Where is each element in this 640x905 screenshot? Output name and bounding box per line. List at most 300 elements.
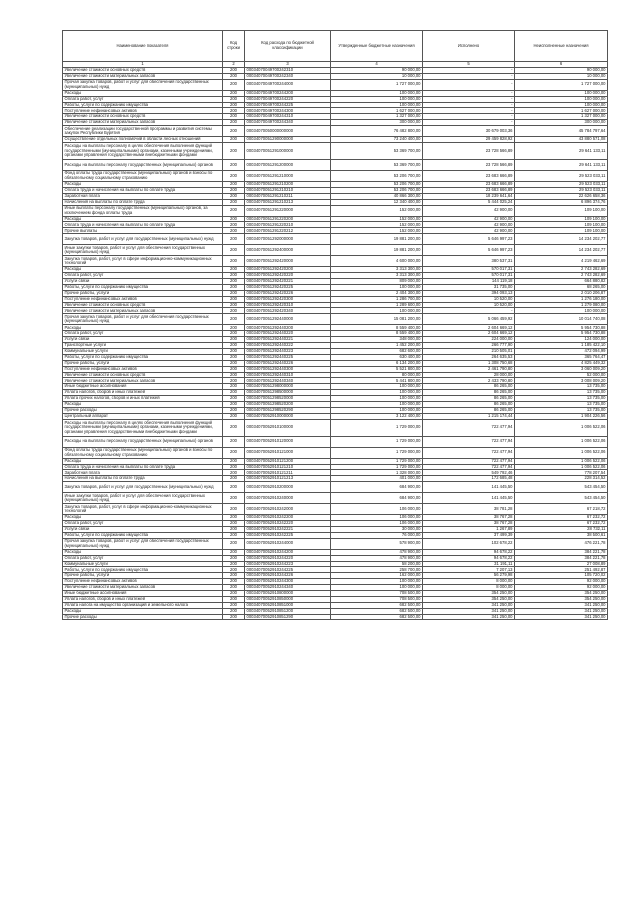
indicator-name-cell: Услуги связи [63, 526, 223, 532]
line-code-cell: 200 [223, 120, 245, 126]
table-row [63, 256, 608, 267]
budget-code-cell: 00034070051292000000 [245, 234, 331, 245]
line-code-cell: 200 [223, 114, 245, 120]
approved-amount-cell: 630 400,00 [331, 354, 423, 360]
line-code-cell: 200 [223, 504, 245, 515]
line-code-cell: 200 [223, 538, 245, 549]
approved-amount-cell: 100 000,00 [331, 284, 423, 290]
unexecuted-amount-cell: 4 825 449,32 [515, 360, 608, 366]
budget-code-cell: 00034070049700242340 [245, 73, 331, 79]
budget-code-cell: 00034070052910240000 [245, 493, 331, 504]
executed-amount-cell: 266 777,90 [423, 343, 515, 349]
executed-amount-cell: 38 781,28 [423, 504, 515, 515]
approved-amount-cell: 1 328 000,00 [331, 470, 423, 476]
executed-amount-cell: 5 066 459,92 [423, 314, 515, 325]
indicator-name-cell: Оплата работ, услуг [63, 555, 223, 561]
budget-code-cell: 00034070051291220210 [245, 222, 331, 228]
executed-amount-cell: 5 444 025,24 [423, 199, 515, 205]
executed-amount-cell: 102 678,22 [423, 538, 515, 549]
line-code-cell: 200 [223, 337, 245, 343]
indicator-name-cell: Увеличение стоимости основных средств [63, 114, 223, 120]
unexecuted-amount-cell: 10 000,00 [515, 73, 608, 79]
budget-code-cell: 00034070051292440226 [245, 360, 331, 366]
indicator-name-cell: Увеличение стоимости материальных запасов [63, 120, 223, 126]
budget-code-cell: 00034070051291220212 [245, 228, 331, 234]
table-row [63, 143, 608, 160]
line-code-cell: 200 [223, 234, 245, 245]
indicator-name-cell: Иные выплаты персоналу государственных (муниципальных) органов, за исключением фонда оплаты труда [63, 205, 223, 216]
line-code-cell: 200 [223, 561, 245, 567]
budget-code-cell: 00034070051291210211 [245, 193, 331, 199]
approved-amount-cell: 1 729 000,00 [331, 464, 423, 470]
unexecuted-amount-cell: 14 234 202,77 [515, 245, 608, 256]
budget-code-cell: 00034070052910121200 [245, 458, 331, 464]
indicator-name-cell: Увеличение стоимости материальных запасов [63, 378, 223, 384]
budget-code-cell: 00034070049700242310 [245, 68, 331, 74]
indicator-name-cell: Услуги связи [63, 337, 223, 343]
table-row [63, 245, 608, 256]
indicator-name-cell: Поступление нефинансовых активов [63, 579, 223, 585]
executed-amount-cell: 23 683 666,89 [423, 187, 515, 193]
indicator-name-cell: Оплата работ, услуг [63, 96, 223, 102]
executed-amount-cell: 210 505,01 [423, 348, 515, 354]
line-code-cell: 200 [223, 384, 245, 390]
unexecuted-amount-cell: 365 764,47 [515, 354, 608, 360]
executed-amount-cell: - [423, 120, 515, 126]
unexecuted-amount-cell: 38 500,61 [515, 532, 608, 538]
line-code-cell: 200 [223, 216, 245, 222]
unexecuted-amount-cell: 778 207,54 [515, 470, 608, 476]
indicator-name-cell: Обеспечение реализации государственной программы и развития системы закупок Республики Бурятия [63, 126, 223, 137]
unexecuted-amount-cell: 300 000,00 [515, 120, 608, 126]
indicator-name-cell: Расходы [63, 90, 223, 96]
unexecuted-amount-cell: 1 006 522,06 [515, 419, 608, 436]
indicator-name-cell: Оплата труда и начисления на выплаты по оплате труда [63, 464, 223, 470]
line-code-cell: 200 [223, 108, 245, 114]
indicator-name-cell: Поступление нефинансовых активов [63, 296, 223, 302]
unexecuted-amount-cell: 472 094,99 [515, 348, 608, 354]
indicator-name-cell: Закупка товаров, работ и услуг для государственных (муниципальных) нужд [63, 482, 223, 493]
unexecuted-amount-cell: 251 492,87 [515, 567, 608, 573]
executed-amount-cell: 2 604 669,12 [423, 331, 515, 337]
line-code-cell: 200 [223, 470, 245, 476]
indicator-name-cell: Транспортные услуги [63, 343, 223, 349]
indicator-name-cell: Прочая закупка товаров, работ и услуг для обеспечения государственных (муниципальных) нужд [63, 79, 223, 90]
line-code-cell: 200 [223, 314, 245, 325]
approved-amount-cell: 348 000,00 [331, 337, 423, 343]
line-code-cell: 200 [223, 256, 245, 267]
approved-amount-cell: 5 521 800,00 [331, 366, 423, 372]
unexecuted-amount-cell: 13 735,00 [515, 401, 608, 407]
unexecuted-amount-cell: 29 641 133,11 [515, 143, 608, 160]
table-row [63, 493, 608, 504]
table-row [63, 314, 608, 325]
header-indicator-name: Наименование показателя [63, 31, 223, 62]
budget-code-cell: 00034070051291210000 [245, 171, 331, 182]
executed-amount-cell: 86 265,00 [423, 396, 515, 402]
line-code-cell: 200 [223, 493, 245, 504]
budget-code-cell: 00034070051291220000 [245, 205, 331, 216]
approved-amount-cell: 53 206 700,00 [331, 171, 423, 182]
indicator-name-cell: Увеличение стоимости основных средств [63, 302, 223, 308]
executed-amount-cell: 42 900,00 [423, 216, 515, 222]
executed-amount-cell: 5 646 997,23 [423, 245, 515, 256]
executed-amount-cell: 549 792,46 [423, 470, 515, 476]
indicator-name-cell: Иные бюджетные ассигнования [63, 384, 223, 390]
unexecuted-amount-cell: 92 000,00 [515, 585, 608, 591]
approved-amount-cell: 106 000,00 [331, 504, 423, 515]
budget-code-cell: 00034070052910244226 [245, 573, 331, 579]
approved-amount-cell: 100 000,00 [331, 96, 423, 102]
unexecuted-amount-cell: 29 641 133,11 [515, 160, 608, 171]
unexecuted-amount-cell: 1 904 226,56 [515, 413, 608, 419]
executed-amount-cell: 2 604 669,12 [423, 325, 515, 331]
executed-amount-cell: 42 900,00 [423, 205, 515, 216]
indicator-name-cell: Центральный аппарат [63, 413, 223, 419]
budget-code-cell: 00034070052910100000 [245, 419, 331, 436]
executed-amount-cell: 23 728 566,89 [423, 143, 515, 160]
unexecuted-amount-cell: 1 185 422,10 [515, 343, 608, 349]
line-code-cell: 200 [223, 579, 245, 585]
table-body [63, 68, 608, 620]
unexecuted-amount-cell: 354 250,00 [515, 590, 608, 596]
table-row [63, 171, 608, 182]
table-row [63, 436, 608, 447]
approved-amount-cell: 1 327 000,00 [331, 114, 423, 120]
budget-code-cell: 00034070051292420200 [245, 267, 331, 273]
executed-amount-cell: 2 433 790,80 [423, 378, 515, 384]
unexecuted-amount-cell: 13 735,00 [515, 390, 608, 396]
approved-amount-cell: 12 340 400,00 [331, 199, 423, 205]
unexecuted-amount-cell: 1 727 000,00 [515, 79, 608, 90]
executed-amount-cell: 1 308 750,68 [423, 360, 515, 366]
approved-amount-cell: 76 482 800,00 [331, 126, 423, 137]
indicator-name-cell: Услуги связи [63, 279, 223, 285]
approved-amount-cell: 76 000,00 [331, 532, 423, 538]
indicator-name-cell: Коммунальные услуги [63, 561, 223, 567]
indicator-name-cell: Закупка товаров, работ, услуг в сфере информационно-коммуникационных технологий [63, 504, 223, 515]
indicator-name-cell: Работы, услуги по содержанию имущества [63, 532, 223, 538]
budget-code-cell: 00034070051298520000 [245, 396, 331, 402]
line-code-cell: 200 [223, 284, 245, 290]
approved-amount-cell: 3 122 400,00 [331, 413, 423, 419]
line-code-cell: 200 [223, 90, 245, 96]
line-code-cell: 200 [223, 96, 245, 102]
executed-amount-cell: - [423, 90, 515, 96]
line-code-cell: 200 [223, 447, 245, 458]
approved-amount-cell: 1 727 000,00 [331, 79, 423, 90]
table-row [63, 482, 608, 493]
unexecuted-amount-cell: 341 250,00 [515, 602, 608, 608]
executed-amount-cell: 86 265,00 [423, 401, 515, 407]
column-number: 1 [63, 62, 223, 68]
unexecuted-amount-cell: 68 265,00 [515, 284, 608, 290]
budget-code-cell: 00034070052910000000 [245, 413, 331, 419]
approved-amount-cell: 682 500,00 [331, 602, 423, 608]
unexecuted-amount-cell: 2 743 282,69 [515, 273, 608, 279]
indicator-name-cell: Коммунальные услуги [63, 348, 223, 354]
indicator-name-cell: Работы, услуги по содержанию имущества [63, 102, 223, 108]
indicator-name-cell: Расходы на выплаты персоналу государственных (муниципальных) органов [63, 160, 223, 171]
line-code-cell: 200 [223, 413, 245, 419]
table-row [63, 79, 608, 90]
indicator-name-cell: Оплата работ, услуг [63, 521, 223, 527]
approved-amount-cell: 15 081 200,00 [331, 314, 423, 325]
line-code-cell: 200 [223, 436, 245, 447]
budget-code-cell: 00034070051292420300 [245, 296, 331, 302]
indicator-name-cell: Начисления на выплаты по оплате труда [63, 476, 223, 482]
approved-amount-cell: 684 900,00 [331, 482, 423, 493]
column-number: 6 [515, 62, 608, 68]
line-code-cell: 200 [223, 205, 245, 216]
executed-amount-cell: 86 265,00 [423, 384, 515, 390]
budget-code-cell: 00034070052910121213 [245, 476, 331, 482]
approved-amount-cell: 106 000,00 [331, 521, 423, 527]
line-code-cell: 200 [223, 476, 245, 482]
indicator-name-cell: Расходы [63, 325, 223, 331]
executed-amount-cell: 264 635,53 [423, 354, 515, 360]
executed-amount-cell: 172 685,48 [423, 476, 515, 482]
executed-amount-cell: - [423, 96, 515, 102]
executed-amount-cell: 18 239 641,64 [423, 193, 515, 199]
executed-amount-cell: 23 728 566,89 [423, 160, 515, 171]
approved-amount-cell: 100 000,00 [331, 396, 423, 402]
approved-amount-cell: 1 289 600,00 [331, 302, 423, 308]
approved-amount-cell: 300 000,00 [331, 120, 423, 126]
indicator-name-cell: Расходы [63, 182, 223, 188]
line-code-cell: 200 [223, 590, 245, 596]
approved-amount-cell: 58 200,00 [331, 561, 423, 567]
executed-amount-cell: 394 093,13 [423, 290, 515, 296]
table-row [63, 160, 608, 171]
executed-amount-cell: 38 767,28 [423, 521, 515, 527]
line-code-cell: 200 [223, 73, 245, 79]
unexecuted-amount-cell: 664 880,82 [515, 279, 608, 285]
line-code-cell: 200 [223, 187, 245, 193]
approved-amount-cell: 19 881 200,00 [331, 245, 423, 256]
unexecuted-amount-cell: 67 232,72 [515, 521, 608, 527]
line-code-cell: 200 [223, 372, 245, 378]
budget-code-cell: 00034070051291220200 [245, 216, 331, 222]
unexecuted-amount-cell: 43 880 571,08 [515, 137, 608, 143]
indicator-name-cell: Заработная плата [63, 470, 223, 476]
executed-amount-cell: - [423, 108, 515, 114]
column-number: 4 [331, 62, 423, 68]
unexecuted-amount-cell: 543 454,50 [515, 482, 608, 493]
budget-code-cell: 00034070051291210210 [245, 187, 331, 193]
executed-amount-cell: 86 265,00 [423, 390, 515, 396]
budget-code-cell: 00034070051292440310 [245, 372, 331, 378]
indicator-name-cell: Расходы [63, 267, 223, 273]
executed-amount-cell: 224 000,00 [423, 337, 515, 343]
line-code-cell: 200 [223, 143, 245, 160]
indicator-name-cell: Увеличение стоимости материальных запасов [63, 308, 223, 314]
indicator-name-cell: Иные закупки товаров, работ и услуг для обеспечения государственных (муниципальных) нужд [63, 493, 223, 504]
line-code-cell: 200 [223, 549, 245, 555]
approved-amount-cell: 152 000,00 [331, 222, 423, 228]
unexecuted-amount-cell: 67 218,72 [515, 504, 608, 515]
budget-code-cell: 00034070052910244300 [245, 579, 331, 585]
indicator-name-cell: Заработная плата [63, 193, 223, 199]
line-code-cell: 200 [223, 193, 245, 199]
line-code-cell: 200 [223, 267, 245, 273]
executed-amount-cell: 23 683 666,89 [423, 182, 515, 188]
line-code-cell: 200 [223, 354, 245, 360]
approved-amount-cell: 10 000,00 [331, 73, 423, 79]
line-code-cell: 200 [223, 602, 245, 608]
approved-amount-cell: 100 000,00 [331, 384, 423, 390]
approved-amount-cell: 684 900,00 [331, 493, 423, 504]
indicator-name-cell: Фонд оплаты труда государственных (муниципальных) органов и взносы по обязательному социальному страхованию [63, 171, 223, 182]
executed-amount-cell: 5 646 997,23 [423, 234, 515, 245]
approved-amount-cell: 40 866 300,00 [331, 193, 423, 199]
unexecuted-amount-cell: 109 100,00 [515, 216, 608, 222]
line-code-cell: 200 [223, 521, 245, 527]
indicator-name-cell: Расходы [63, 216, 223, 222]
budget-code-cell: 00034070051292420221 [245, 279, 331, 285]
executed-amount-cell: 29 459 828,92 [423, 137, 515, 143]
indicator-name-cell: Работы, услуги по содержанию имущества [63, 354, 223, 360]
executed-amount-cell: 86 265,00 [423, 407, 515, 413]
executed-amount-cell: 10 520,00 [423, 302, 515, 308]
budget-code-cell: 00034070052910121210 [245, 464, 331, 470]
budget-code-cell: 00034070051292420340 [245, 308, 331, 314]
line-code-cell: 200 [223, 482, 245, 493]
indicator-name-cell: Иные закупки товаров, работ и услуг для обеспечения государственных (муниципальных) нужд [63, 245, 223, 256]
approved-amount-cell: 100 000,00 [331, 407, 423, 413]
budget-code-cell: 00034070051298500000 [245, 390, 331, 396]
approved-amount-cell: 162 000,00 [331, 573, 423, 579]
line-code-cell: 200 [223, 614, 245, 620]
line-code-cell: 200 [223, 182, 245, 188]
unexecuted-amount-cell: 5 954 730,88 [515, 325, 608, 331]
approved-amount-cell: 90 000,00 [331, 68, 423, 74]
budget-code-cell: 00034070049700244340 [245, 120, 331, 126]
indicator-name-cell: Оплата труда и начисления на выплаты по оплате труда [63, 222, 223, 228]
unexecuted-amount-cell: 1 006 522,06 [515, 464, 608, 470]
line-code-cell: 200 [223, 290, 245, 296]
approved-amount-cell: 258 700,00 [331, 567, 423, 573]
indicator-name-cell: Прочая закупка товаров, работ и услуг для обеспечения государственных (муниципальных) нужд [63, 314, 223, 325]
unexecuted-amount-cell: 13 735,00 [515, 396, 608, 402]
budget-code-cell: 00034070049700244000 [245, 79, 331, 90]
unexecuted-amount-cell: 1 279 080,00 [515, 302, 608, 308]
unexecuted-amount-cell: 105 720,02 [515, 573, 608, 579]
line-code-cell: 200 [223, 325, 245, 331]
unexecuted-amount-cell: 1 276 180,00 [515, 296, 608, 302]
unexecuted-amount-cell: 341 250,00 [515, 608, 608, 614]
line-code-cell: 200 [223, 401, 245, 407]
unexecuted-amount-cell: 109 100,00 [515, 205, 608, 216]
approved-amount-cell: 100 000,00 [331, 390, 423, 396]
line-code-cell: 200 [223, 407, 245, 413]
budget-code-cell: 00034070049700244225 [245, 102, 331, 108]
line-code-cell: 200 [223, 464, 245, 470]
budget-code-cell: 00034070051298520290 [245, 407, 331, 413]
approved-amount-cell: 708 500,00 [331, 590, 423, 596]
executed-amount-cell: - [423, 68, 515, 74]
unexecuted-amount-cell: 100 000,00 [515, 96, 608, 102]
line-code-cell: 200 [223, 343, 245, 349]
approved-amount-cell: 152 000,00 [331, 216, 423, 222]
indicator-name-cell: Закупка товаров, работ, услуг в сфере информационно-коммуникационных технологий [63, 256, 223, 267]
executed-amount-cell: 341 250,00 [423, 602, 515, 608]
line-code-cell: 200 [223, 296, 245, 302]
line-code-cell: 200 [223, 396, 245, 402]
indicator-name-cell: Уплата налогов, сборов и иных платежей [63, 596, 223, 602]
unexecuted-amount-cell: 3 060 009,20 [515, 366, 608, 372]
unexecuted-amount-cell: 90 000,00 [515, 68, 608, 74]
budget-code-cell: 00034070051292440300 [245, 366, 331, 372]
indicator-name-cell: Оплата труда и начисления на выплаты по оплате труда [63, 187, 223, 193]
executed-amount-cell: 23 683 666,89 [423, 171, 515, 182]
approved-amount-cell: 152 000,00 [331, 205, 423, 216]
approved-amount-cell: 53 206 700,00 [331, 187, 423, 193]
budget-code-cell: 00034070052910850000 [245, 596, 331, 602]
column-number: 3 [245, 62, 331, 68]
approved-amount-cell: 100 000,00 [331, 401, 423, 407]
budget-code-cell: 00034070051292440221 [245, 337, 331, 343]
unexecuted-amount-cell: 67 232,72 [515, 515, 608, 521]
line-code-cell: 200 [223, 228, 245, 234]
budget-code-cell: 00034070051292420000 [245, 256, 331, 267]
executed-amount-cell: 94 678,22 [423, 549, 515, 555]
indicator-name-cell: Оплата работ, услуг [63, 273, 223, 279]
table-header-row [63, 31, 608, 62]
approved-amount-cell: 8 559 400,00 [331, 331, 423, 337]
budget-code-cell: 00034070051292440000 [245, 314, 331, 325]
budget-code-cell: 00034070051291200000 [245, 160, 331, 171]
approved-amount-cell: 578 900,00 [331, 538, 423, 549]
line-code-cell: 200 [223, 608, 245, 614]
budget-code-cell: 00034070052910800000 [245, 590, 331, 596]
executed-amount-cell: 570 017,31 [423, 273, 515, 279]
unexecuted-amount-cell: 1 627 000,00 [515, 108, 608, 114]
approved-amount-cell: 682 500,00 [331, 608, 423, 614]
approved-amount-cell: 106 000,00 [331, 515, 423, 521]
line-code-cell: 200 [223, 390, 245, 396]
budget-code-cell: 00034070052910244225 [245, 567, 331, 573]
executed-amount-cell: 2 461 790,80 [423, 366, 515, 372]
indicator-name-cell: Работы, услуги по содержанию имущества [63, 567, 223, 573]
line-code-cell: 200 [223, 366, 245, 372]
line-code-cell: 200 [223, 273, 245, 279]
indicator-name-cell: Прочие работы, услуги [63, 360, 223, 366]
indicator-name-cell: Поступление нефинансовых активов [63, 108, 223, 114]
unexecuted-amount-cell: 27 008,89 [515, 561, 608, 567]
unexecuted-amount-cell: 2 743 282,69 [515, 267, 608, 273]
line-code-cell: 200 [223, 222, 245, 228]
line-code-cell: 200 [223, 137, 245, 143]
line-code-cell: 200 [223, 199, 245, 205]
budget-code-cell: 00034070051292440200 [245, 325, 331, 331]
budget-code-cell: 00034070052910121000 [245, 447, 331, 458]
indicator-name-cell: Осуществление отдельных полномочий в области лесных отношений [63, 137, 223, 143]
line-code-cell: 200 [223, 331, 245, 337]
unexecuted-amount-cell: 124 000,00 [515, 337, 608, 343]
budget-execution-table [62, 30, 608, 620]
approved-amount-cell: 1 729 000,00 [331, 447, 423, 458]
budget-code-cell: 00034070051292440223 [245, 348, 331, 354]
table-row [63, 126, 608, 137]
approved-amount-cell: 4 600 000,00 [331, 256, 423, 267]
budget-code-cell: 00034070051298520200 [245, 401, 331, 407]
approved-amount-cell: 478 900,00 [331, 549, 423, 555]
budget-code-cell: 00034070051290000000 [245, 137, 331, 143]
approved-amount-cell: 19 881 200,00 [331, 234, 423, 245]
unexecuted-amount-cell: 45 784 797,64 [515, 126, 608, 137]
approved-amount-cell: 1 286 700,00 [331, 296, 423, 302]
